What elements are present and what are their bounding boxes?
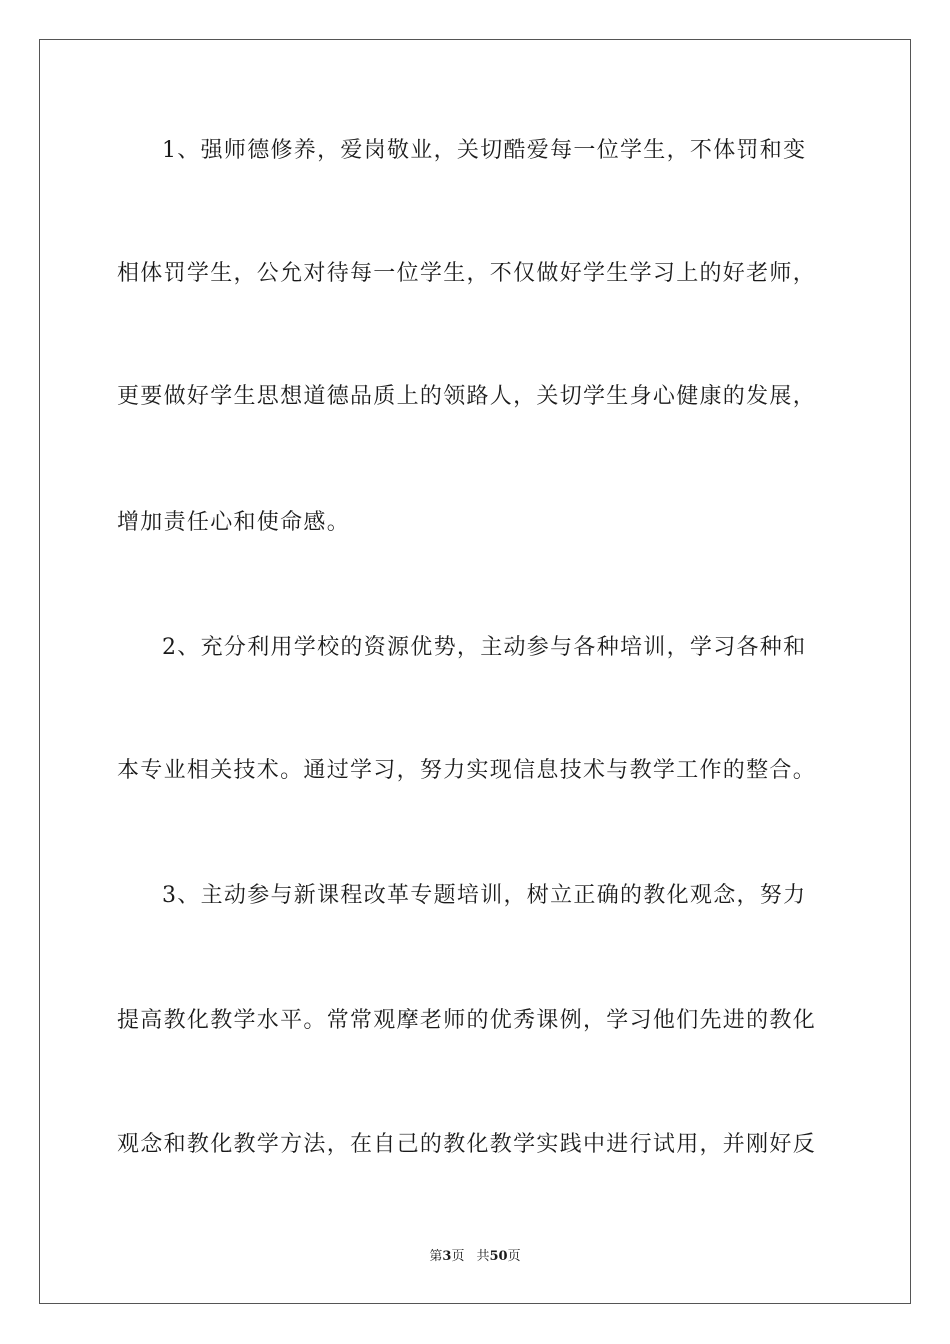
footer-page-suffix: 页: [451, 1249, 465, 1264]
page-footer: [0, 1248, 950, 1266]
footer-total-prefix: 共: [476, 1249, 490, 1264]
paragraph-1-line-3: 更要做好学生思想道德品质上的领路人，关切学生身心健康的发展，: [117, 384, 817, 409]
paragraph-2-line-2: 本专业相关技术。通过学习，努力实现信息技术与教学工作的整合。: [117, 758, 817, 783]
paragraph-2-line-1: 2、充分利用学校的资源优势，主动参与各种培训，学习各种和: [162, 635, 807, 660]
paragraph-3-line-1: 3、主动参与新课程改革专题培训，树立正确的教化观念，努力: [162, 883, 807, 908]
paragraph-1-line-1: 1、强师德修养，爱岗敬业，关切酷爱每一位学生，不体罚和变: [162, 138, 807, 163]
paragraph-3-line-3: 观念和教化教学方法，在自己的教化教学实践中进行试用，并刚好反: [117, 1132, 817, 1157]
footer-page-prefix: 第: [429, 1249, 443, 1264]
footer-total-suffix: 页: [507, 1249, 521, 1264]
footer-page-number: 3: [442, 1249, 452, 1264]
paragraph-1-line-2: 相体罚学生，公允对待每一位学生，不仅做好学生学习上的好老师，: [117, 261, 817, 286]
footer-total-pages: 50: [489, 1249, 508, 1264]
paragraph-3-line-2: 提高教化教学水平。常常观摩老师的优秀课例，学习他们先进的教化: [117, 1008, 817, 1033]
page-border: [39, 39, 911, 1304]
paragraph-1-line-4: 增加责任心和使命感。: [117, 510, 351, 535]
